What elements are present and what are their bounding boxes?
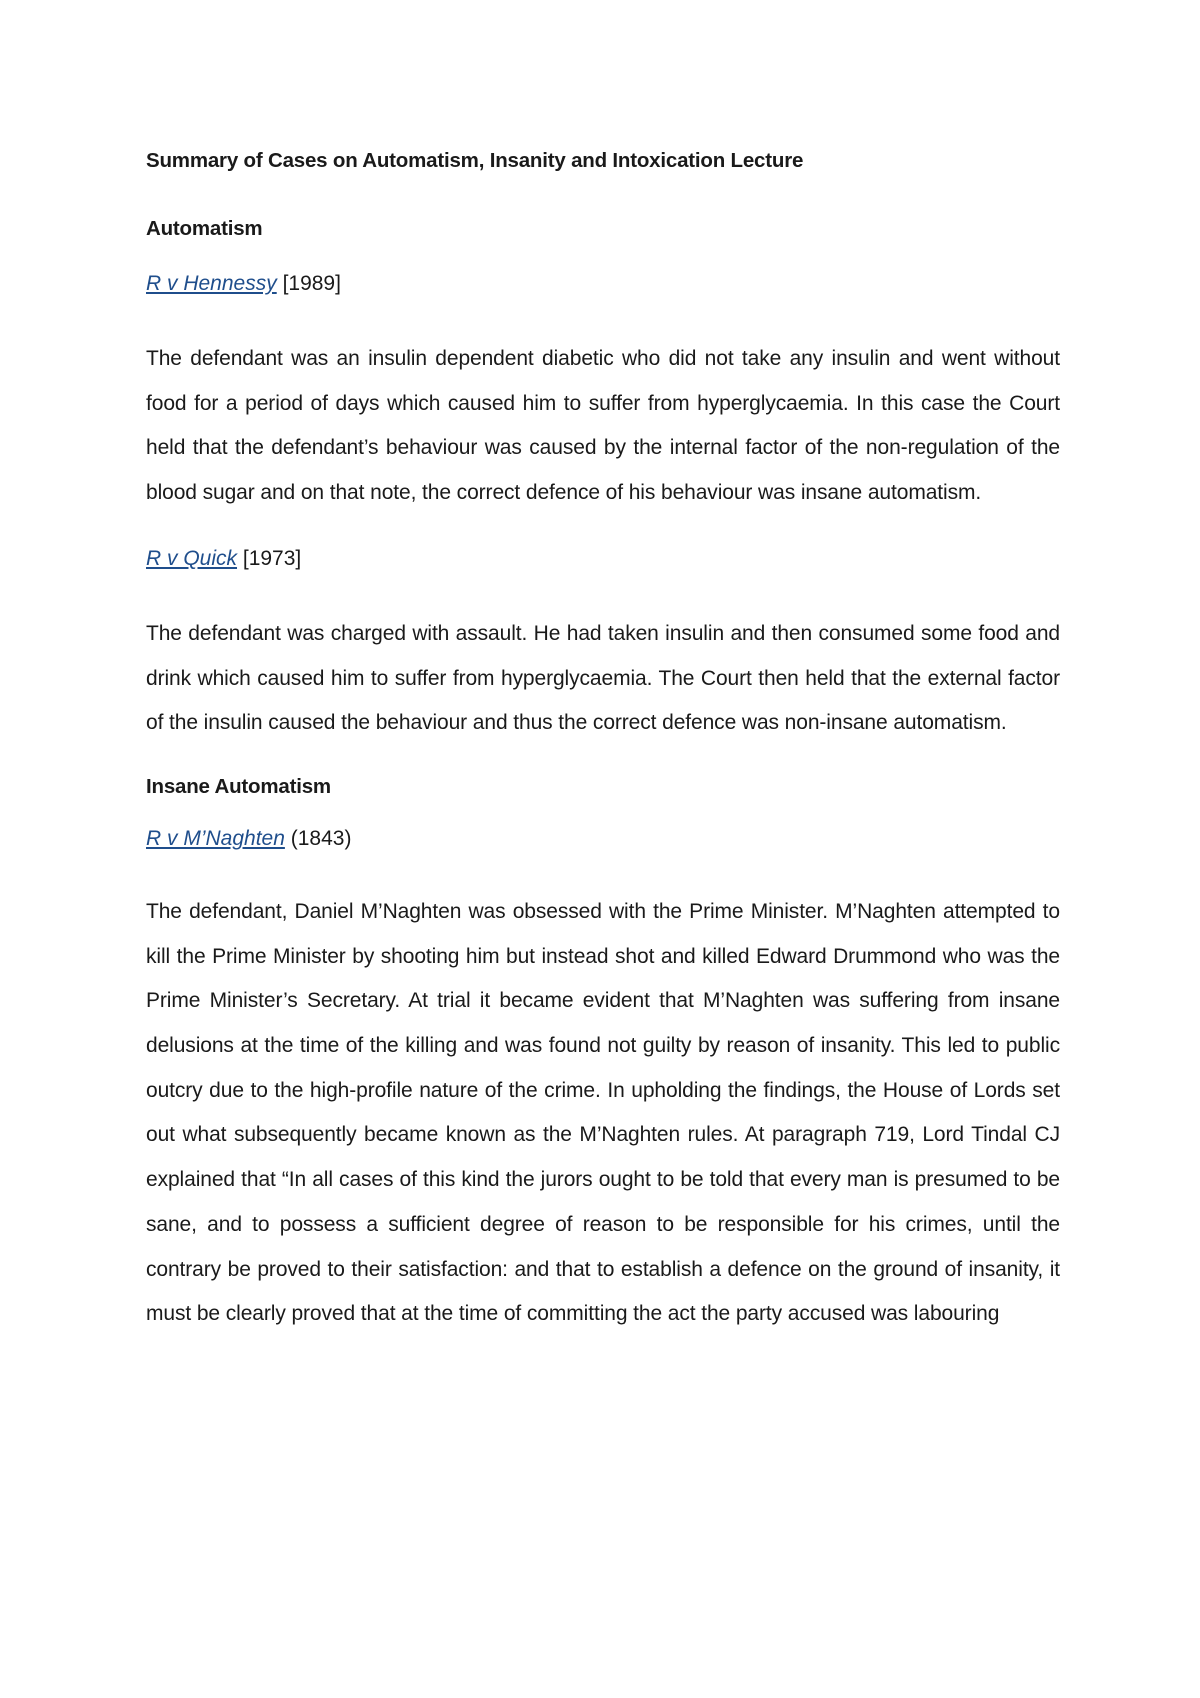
case-summary-mnaghten: The defendant, Daniel M’Naghten was obsessed with the Prime Minister. M’Naghten attempted to kill the Prime Minister by shooting him but instead shot and killed Edward Drummond who was the Prime Minister’s Secretary. At trial it became evident that M’Naghten was suffering from insane delusions at the time of the killing and was found not guilty by reason of insanity. This led to public outcry due to the high-profile nature of the crime. In upholding the findings, the House of Lords set out what subsequently became known as the M’Naghten rules. At paragraph 719, Lord Tindal CJ explained that “In all cases of this kind the jurors ought to be told that every man is presumed to be sane, and to possess a sufficient degree of reason to be responsible for his crimes, until the contrary be proved to their satisfaction: and that to establish a defence on the ground of insanity, it must be clearly proved that at the time of committing the act the party accused was labouring (146, 899, 1060, 1326)
case-link-mnaghten[interactable]: R v M’Naghten (146, 826, 285, 850)
case-summary-quick: The defendant was charged with assault. He had taken insulin and then consumed some food and drink which caused him to suffer from hyperglycaemia. The Court then held that the external factor of the insulin caused the behaviour and thus the correct defence was non-insane automatism. (146, 621, 1060, 735)
section-heading-automatism: Automatism (146, 217, 263, 240)
case-link-hennessy[interactable]: R v Hennessy (146, 272, 277, 295)
case-reference-quick (146, 542, 1060, 576)
case-reference-mnaghten (146, 822, 1060, 856)
document-title: Summary of Cases on Automatism, Insanity and Intoxication Lecture (146, 149, 804, 172)
case-link-quick[interactable]: R v Quick (146, 546, 238, 570)
case-year-mnaghten: (1843) (290, 826, 352, 850)
case-year-hennessy: [1989] (282, 272, 341, 295)
case-summary-hennessy: The defendant was an insulin dependent diabetic who did not take any insulin and went without food for a period of days which caused him to suffer from hyperglycaemia. In this case the Court held that the defendant’s behaviour was caused by the internal factor of the non-regulation of the blood sugar and on that note, the correct defence of his behaviour was insane automatism. (146, 347, 1060, 505)
section-heading-insane-automatism: Insane Automatism (146, 774, 331, 798)
case-year-quick: [1973] (242, 546, 302, 570)
case-reference-hennessy (146, 267, 1060, 301)
document-page (146, 144, 1060, 1357)
